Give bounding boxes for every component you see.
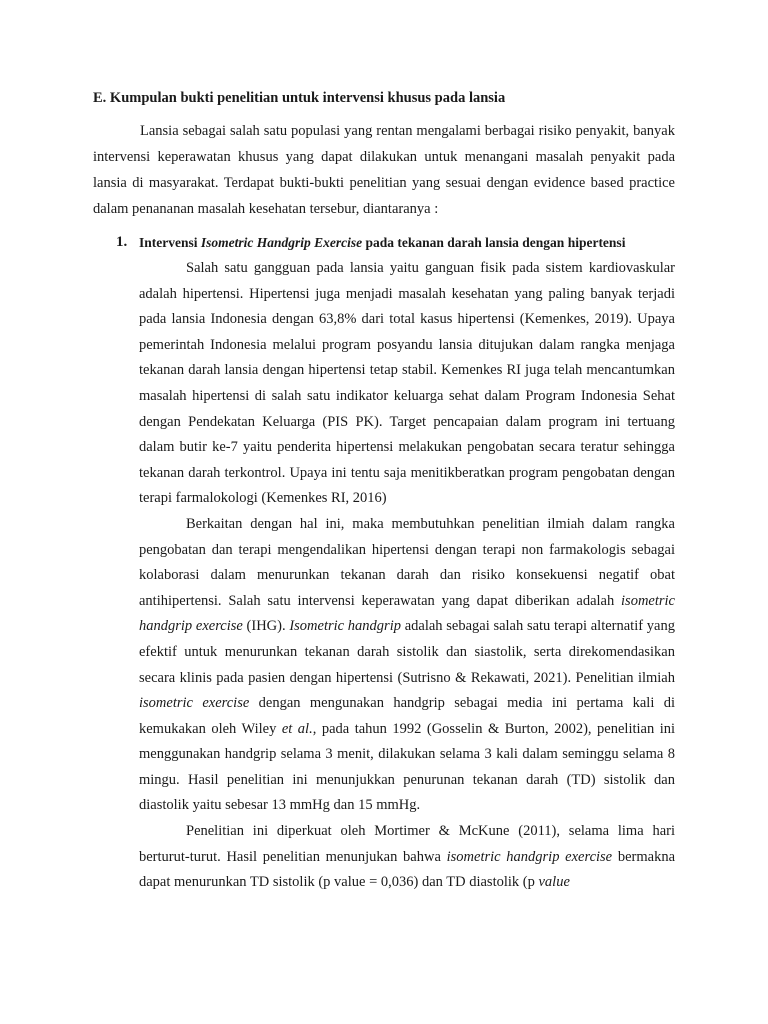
p2-text-2: (IHG). <box>242 618 290 635</box>
heading-text-pre: Intervensi <box>139 235 201 250</box>
heading-text-post: pada tekanan darah lansia dengan hipertensi <box>362 235 626 250</box>
section-title: E. Kumpulan bukti penelitian untuk intervensi khusus pada lansia <box>93 90 506 106</box>
p2-italic-1: isometric handgrip exercise <box>139 592 675 635</box>
intro-paragraph: Lansia sebagai salah satu populasi yang rentan mengalami berbagai risiko penyakit, banyak intervensi keperawatan khusus yang dapat dilakukan untuk menangani masalah penyakit pada lansia di masyarakat. Terdapat bukti-bukti penelitian yang sesuai dengan evidence based practice dalam penananan masalah kesehatan tersebur, diantaranya : <box>93 123 675 217</box>
p2-italic-3: isometric exercise <box>139 695 250 712</box>
body-paragraph-2 <box>139 512 675 819</box>
p2-text-5: , pada tahun 1992 (Gosselin & Burton, 2002), penelitian ini menggunakan handgrip selama 3 menit, dilakukan selama 3 kali dalam seminggu selama 8 mingu. Hasil penelitian ini menunjukkan penurunan tekanan darah (TD) sistolik dan diastolik yaitu sebesar 13 mmHg dan 15 mmHg. <box>139 720 676 814</box>
body-paragraph-3 <box>139 819 675 896</box>
p3-italic-1: isometric handgrip exercise <box>446 848 613 865</box>
heading-text-italic: Isometric Handgrip Exercise <box>200 235 363 250</box>
list-item-body <box>139 256 675 896</box>
p2-text-1: Berkaitan dengan hal ini, maka membutuhkan penelitian ilmiah dalam rangka pengobatan dan terapi mengendalikan hipertensi dengan terapi non farmakologis sebagai kolaborasi dalam menurunkan tekanan darah dan risiko konsekuensi negatif obat antihipertensi. Salah satu intervensi keperawatan yang dapat diberikan adalah <box>139 515 675 609</box>
body-paragraph-1: Salah satu gangguan pada lansia yaitu ganguan fisik pada sistem kardiovaskular adalah hipertensi. Hipertensi juga menjadi masalah kesehatan yang paling banyak terjadi pada lansia Indonesia dengan 63,8% dari total kasus hipertensi (Kemenkes, 2019). Upaya pemerintah Indonesia melalui program posyandu lansia ditujukan dalam rangka menjaga tekanan darah lansia dengan hipertensi tetap stabil. Kemenkes RI juga telah mencantumkan masalah hipertensi di salah satu indikator keluarga sehat dalam Program Indonesia Sehat dengan Pendekatan Keluarga (PIS PK). Target pencapaian dalam program ini tertuang dalam butir ke-7 yaitu penderita hipertensi melakukan pengobatan secara teratur sehingga tekanan darah terkontrol. Upaya ini tentu saja menitikberatkan program pengobatan dengan terapi farmalokologi (Kemenkes RI, 2016) <box>139 260 675 507</box>
p3-text-2: bermakna dapat menurunkan TD sistolik (p value = 0,036) dan TD diastolik (p <box>139 848 676 891</box>
p3-text-1: Penelitian ini diperkuat oleh Mortimer & McKune (2011), selama lima hari berturut-turut. Hasil penelitian menunjukan bahwa <box>139 823 675 865</box>
list-item-number: 1. <box>116 234 128 250</box>
p2-italic-4: et al. <box>281 720 313 737</box>
p2-text-3: adalah sebagai salah satu terapi alternatif yang efektif untuk menurunkan tekanan darah sistolik dan siastolik, serta direkomendasikan secara klinis pada pasien dengan hipertensi (Sutrisno & Rekawati, 2021). Penelitian ilmiah <box>139 618 675 686</box>
list-item-heading <box>139 233 699 253</box>
p2-italic-2: Isometric handgrip <box>289 618 401 635</box>
p2-text-4: dengan mengunakan handgrip sebagai media ini pertama kali di kemukakan oleh Wiley <box>139 695 676 737</box>
p3-italic-2: value <box>538 874 570 891</box>
